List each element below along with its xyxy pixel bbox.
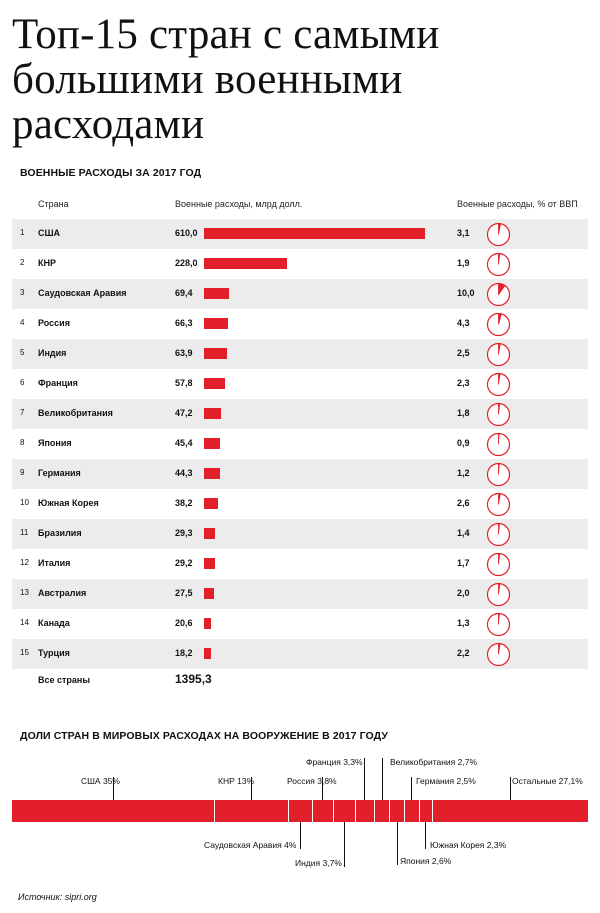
section-title-shares: ДОЛИ СТРАН В МИРОВЫХ РАСХОДАХ НА ВООРУЖЕНИЕ В 2017 ГОДУ: [20, 730, 388, 742]
gdp-value: 2,3: [457, 378, 470, 388]
rank-label: 7: [20, 408, 25, 417]
country-label: Канада: [38, 618, 70, 628]
share-label: Япония 2,6%: [400, 856, 452, 866]
share-stacked-bar: [12, 800, 588, 822]
country-label: Великобритания: [38, 408, 113, 418]
table-row: [12, 429, 588, 459]
share-label: Саудовская Аравия 4%: [204, 840, 297, 850]
country-label: Италия: [38, 558, 71, 568]
table-row: [12, 279, 588, 309]
spend-bar: [204, 588, 214, 599]
spend-value: 66,3: [175, 318, 193, 328]
header-country: Страна: [38, 199, 69, 209]
gdp-pie: [486, 342, 511, 367]
rank-label: 4: [20, 318, 25, 327]
gdp-pie: [486, 552, 511, 577]
share-segment: [404, 800, 418, 822]
gdp-value: 1,4: [457, 528, 470, 538]
spend-value: 29,3: [175, 528, 193, 538]
gdp-value: 1,3: [457, 618, 470, 628]
gdp-pie: [486, 462, 511, 487]
spend-value: 228,0: [175, 258, 198, 268]
spend-bar: [204, 228, 425, 239]
gdp-pie: [486, 492, 511, 517]
table-row: [12, 339, 588, 369]
gdp-value: 0,9: [457, 438, 470, 448]
gdp-value: 3,1: [457, 228, 470, 238]
share-leader-line: [344, 822, 345, 867]
spend-value: 610,0: [175, 228, 198, 238]
rank-label: 5: [20, 348, 25, 357]
spend-bar: [204, 468, 220, 479]
table-row: [12, 489, 588, 519]
spend-value: 63,9: [175, 348, 193, 358]
spend-bar: [204, 378, 225, 389]
gdp-value: 1,2: [457, 468, 470, 478]
country-label: США: [38, 228, 61, 238]
table-row: [12, 219, 588, 249]
share-segment: [12, 800, 214, 822]
gdp-value: 1,7: [457, 558, 470, 568]
share-leader-line: [510, 777, 511, 800]
share-leader-line: [425, 822, 426, 849]
share-leader-line: [411, 777, 412, 800]
share-segment: [419, 800, 432, 822]
gdp-value: 2,5: [457, 348, 470, 358]
spend-value: 45,4: [175, 438, 193, 448]
rank-label: 12: [20, 558, 29, 567]
share-label: Индия 3,7%: [295, 858, 342, 868]
share-leader-line: [382, 758, 383, 800]
share-segment: [288, 800, 311, 822]
country-label: Южная Корея: [38, 498, 99, 508]
share-leader-line: [300, 822, 301, 849]
country-label: Россия: [38, 318, 70, 328]
table-row: [12, 609, 588, 639]
share-label: Франция 3,3%: [306, 757, 363, 767]
spend-bar: [204, 618, 211, 629]
gdp-value: 1,9: [457, 258, 470, 268]
header-spend: Военные расходы, млрд долл.: [175, 199, 303, 209]
spend-bar: [204, 318, 228, 329]
gdp-pie: [486, 282, 511, 307]
country-label: Япония: [38, 438, 72, 448]
share-segment: [374, 800, 390, 822]
table-row: [12, 579, 588, 609]
share-label: Остальные 27,1%: [512, 776, 583, 786]
gdp-value: 10,0: [457, 288, 475, 298]
spend-bar: [204, 438, 220, 449]
spend-value: 69,4: [175, 288, 193, 298]
rank-label: 3: [20, 288, 25, 297]
gdp-value: 2,0: [457, 588, 470, 598]
rank-label: 6: [20, 378, 25, 387]
country-label: Австралия: [38, 588, 87, 598]
spend-bar: [204, 258, 287, 269]
rank-label: 10: [20, 498, 29, 507]
gdp-pie: [486, 402, 511, 427]
gdp-value: 4,3: [457, 318, 470, 328]
share-label: КНР 13%: [218, 776, 255, 786]
share-segment: [355, 800, 374, 822]
share-segment: [333, 800, 354, 822]
rank-label: 8: [20, 438, 25, 447]
rank-label: 14: [20, 618, 29, 627]
table-row: [12, 639, 588, 669]
gdp-pie: [486, 642, 511, 667]
rank-label: 11: [20, 528, 29, 537]
country-label: Германия: [38, 468, 81, 478]
total-value: 1395,3: [175, 672, 212, 686]
gdp-pie: [486, 222, 511, 247]
table-row: [12, 519, 588, 549]
rank-label: 2: [20, 258, 25, 267]
spend-bar: [204, 288, 229, 299]
country-label: Индия: [38, 348, 67, 358]
gdp-pie: [486, 372, 511, 397]
rank-label: 1: [20, 228, 25, 237]
rank-label: 9: [20, 468, 25, 477]
share-label: Великобритания 2,7%: [390, 757, 478, 767]
spend-value: 38,2: [175, 498, 193, 508]
spend-value: 20,6: [175, 618, 193, 628]
gdp-pie: [486, 612, 511, 637]
share-segment: [214, 800, 289, 822]
country-label: Турция: [38, 648, 70, 658]
spend-value: 27,5: [175, 588, 193, 598]
gdp-value: 1,8: [457, 408, 470, 418]
share-label: Россия 3,8%: [287, 776, 337, 786]
table-row: [12, 369, 588, 399]
header-gdp: Военные расходы, % от ВВП: [457, 199, 578, 209]
gdp-pie: [486, 582, 511, 607]
spend-bar: [204, 408, 221, 419]
table-row: [12, 309, 588, 339]
table-row: [12, 399, 588, 429]
rank-label: 13: [20, 588, 29, 597]
spend-value: 44,3: [175, 468, 193, 478]
spend-bar: [204, 648, 211, 659]
table-row: [12, 459, 588, 489]
spend-bar: [204, 528, 215, 539]
gdp-value: 2,6: [457, 498, 470, 508]
country-label: КНР: [38, 258, 56, 268]
total-label: Все страны: [38, 675, 91, 685]
spend-value: 29,2: [175, 558, 193, 568]
source-note: Источник: sipri.org: [18, 892, 97, 902]
share-label: Германия 2,5%: [416, 776, 476, 786]
spend-bar: [204, 558, 215, 569]
share-label: Южная Корея 2,3%: [430, 840, 507, 850]
gdp-pie: [486, 312, 511, 337]
country-label: Бразилия: [38, 528, 82, 538]
share-segment: [432, 800, 588, 822]
share-leader-line: [364, 758, 365, 800]
share-label: США 35%: [81, 776, 120, 786]
page-title: Топ-15 стран с самыми большими военными расходами: [12, 11, 440, 148]
gdp-pie: [486, 432, 511, 457]
spend-value: 57,8: [175, 378, 193, 388]
country-label: Саудовская Аравия: [38, 288, 127, 298]
spend-bar: [204, 348, 227, 359]
spend-value: 47,2: [175, 408, 193, 418]
gdp-value: 2,2: [457, 648, 470, 658]
share-leader-line: [397, 822, 398, 865]
spend-bar: [204, 498, 218, 509]
share-segment: [389, 800, 404, 822]
share-segment: [312, 800, 334, 822]
spend-value: 18,2: [175, 648, 193, 658]
rank-label: 15: [20, 648, 29, 657]
section-title-spending: ВОЕННЫЕ РАСХОДЫ ЗА 2017 ГОД: [20, 167, 202, 179]
gdp-pie: [486, 252, 511, 277]
table-row: [12, 249, 588, 279]
gdp-pie: [486, 522, 511, 547]
country-label: Франция: [38, 378, 78, 388]
table-row: [12, 549, 588, 579]
